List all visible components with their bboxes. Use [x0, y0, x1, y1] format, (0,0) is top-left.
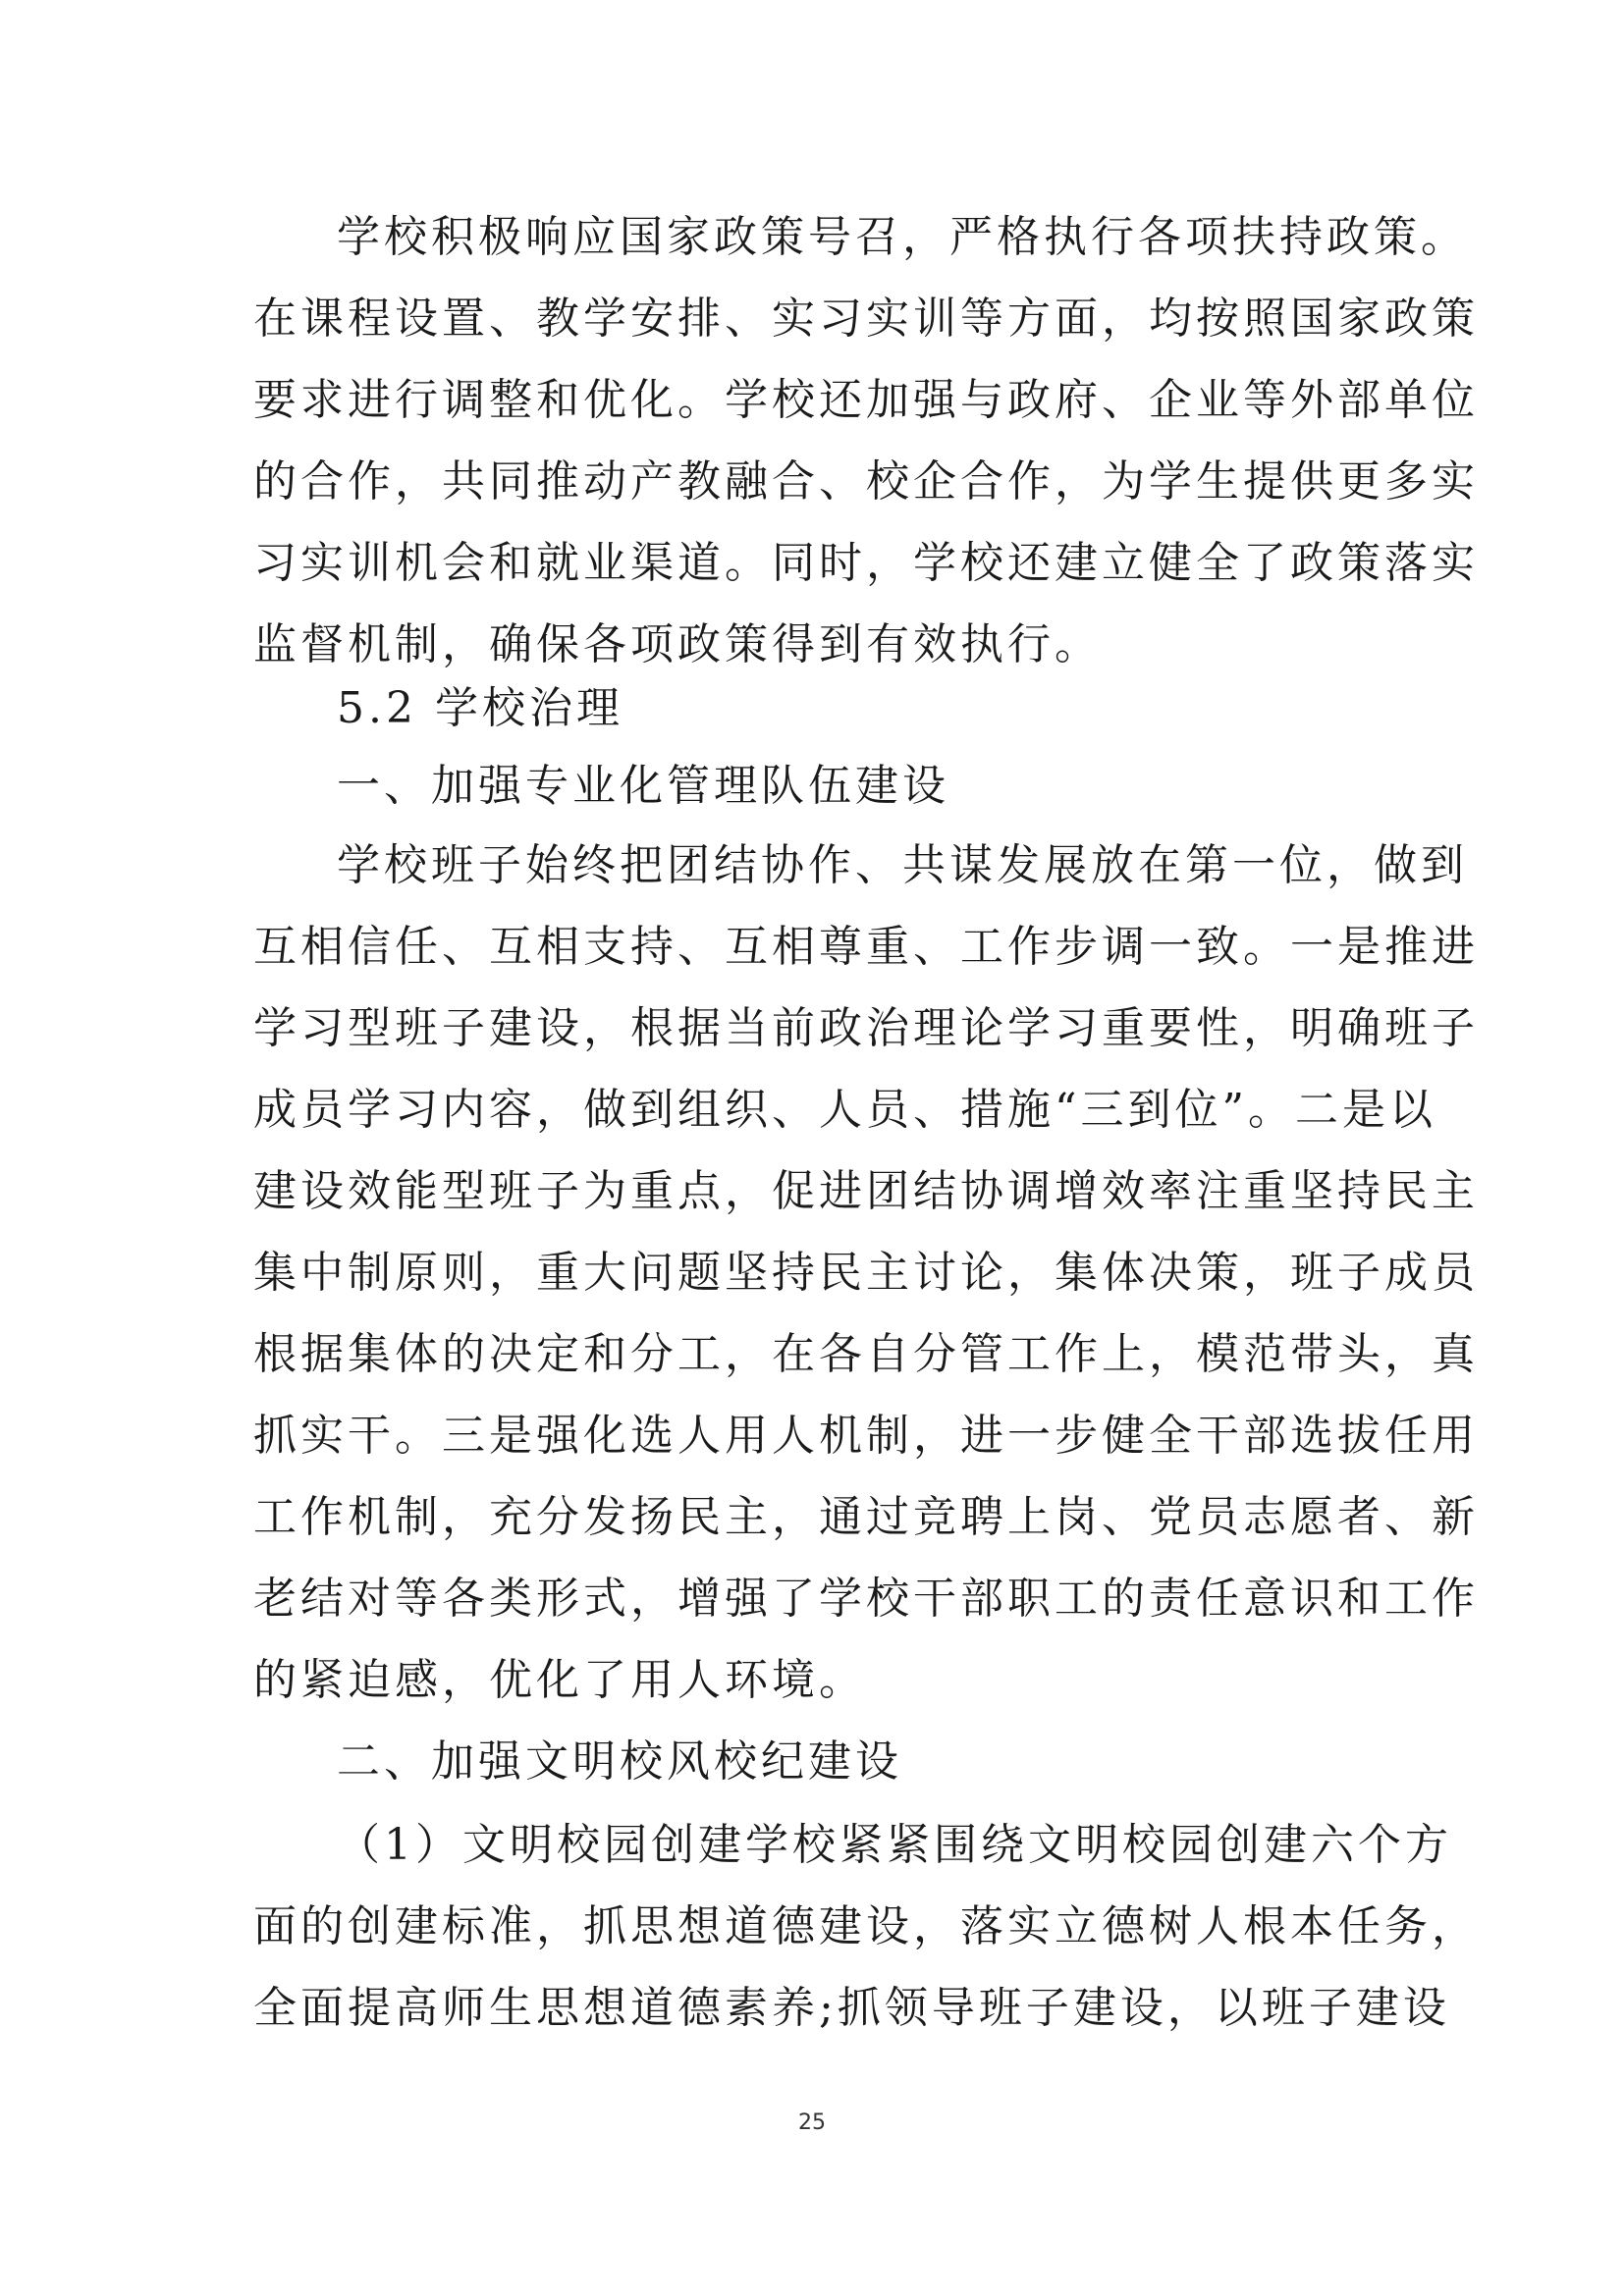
paragraph-line: （1）文明校园创建学校紧紧围绕文明校园创建六个方 — [337, 1820, 1452, 1870]
paragraph-line: 抓实干。三是强化选人用人机制，进一步健全干部选拔任用 — [253, 1411, 1479, 1461]
paragraph-line: 的紧迫感，优化了用人环境。 — [253, 1655, 866, 1705]
paragraph-line: 成员学习内容，做到组织、人员、措施“三到位”。二是以 — [253, 1085, 1436, 1135]
paragraph-line: 的合作，共同推动产教融合、校企合作，为学生提供更多实 — [253, 456, 1479, 507]
paragraph-line: 要求进行调整和优化。学校还加强与政府、企业等外部单位 — [253, 375, 1479, 425]
paragraph-line: 根据集体的决定和分工，在各自分管工作上，模范带头，真 — [253, 1329, 1479, 1379]
subheading: 二、加强文明校风校纪建设 — [337, 1736, 902, 1787]
paragraph-line: 老结对等各类形式，增强了学校干部职工的责任意识和工作 — [253, 1574, 1479, 1624]
paragraph-line: 学校班子始终把团结协作、共谋发展放在第一位，做到 — [337, 840, 1468, 890]
paragraph-line: 习实训机会和就业渠道。同时，学校还建立健全了政策落实 — [253, 538, 1479, 588]
paragraph-line: 全面提高师生思想道德素养;抓领导班子建设，以班子建设 — [253, 1983, 1450, 2033]
paragraph-line: 学习型班子建设，根据当前政治理论学习重要性，明确班子 — [253, 1003, 1479, 1053]
section-heading: 5.2 学校治理 — [337, 683, 623, 733]
paragraph-line: 建设效能型班子为重点，促进团结协调增效率注重坚持民主 — [253, 1166, 1479, 1216]
subheading: 一、加强专业化管理队伍建设 — [337, 761, 949, 811]
paragraph-line: 互相信任、互相支持、互相尊重、工作步调一致。一是推进 — [253, 922, 1479, 972]
page-number: 25 — [798, 2110, 826, 2135]
paragraph-line: 学校积极响应国家政策号召，严格执行各项扶持政策。 — [337, 212, 1468, 262]
paragraph-line: 集中制原则，重大问题坚持民主讨论，集体决策，班子成员 — [253, 1248, 1479, 1298]
paragraph-line: 在课程设置、教学安排、实习实训等方面，均按照国家政策 — [253, 294, 1479, 344]
paragraph-line: 工作机制，充分发扬民主，通过竞聘上岗、党员志愿者、新 — [253, 1492, 1479, 1542]
paragraph-line: 面的创建标准，抓思想道德建设，落实立德树人根本任务， — [253, 1901, 1479, 1951]
paragraph-line: 监督机制，确保各项政策得到有效执行。 — [253, 619, 1102, 669]
